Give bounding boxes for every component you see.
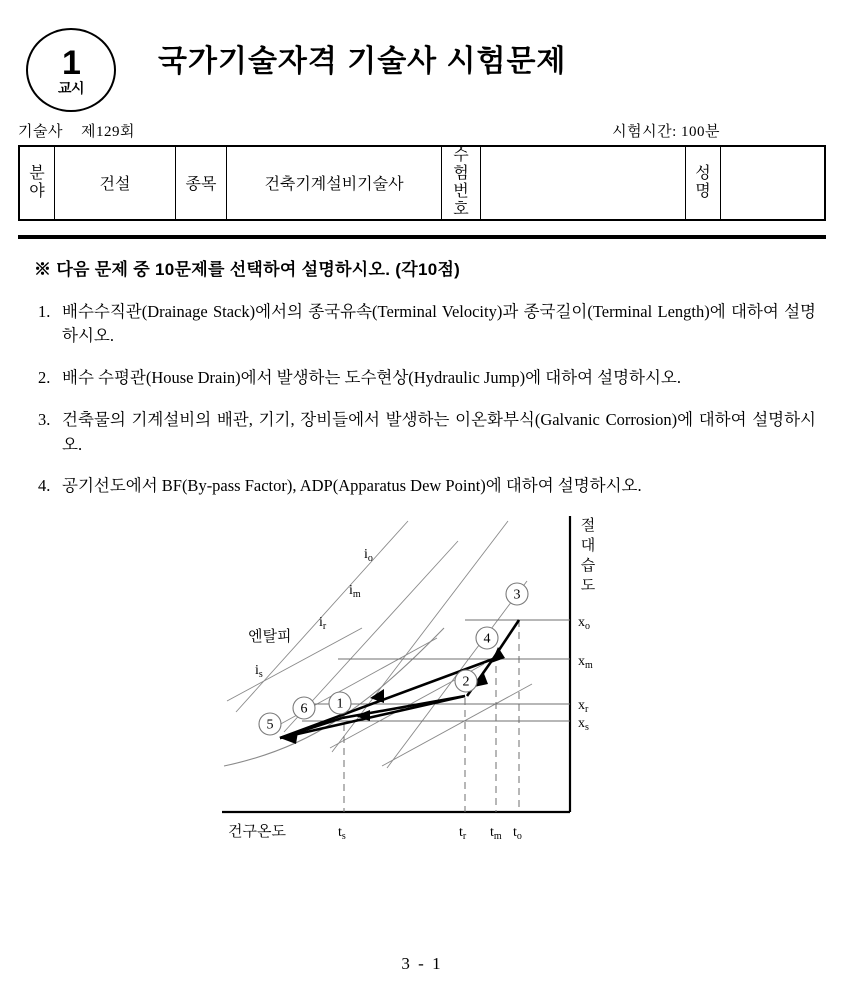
state-point-label: 6 [300,701,308,717]
temperature-axis-title: 건구온도 [228,823,286,841]
humidity-tick-r: $x_r$ [578,698,589,716]
state-point-label: 1 [336,696,344,712]
state-point-2 [455,670,477,692]
instruction-text: ※ 다음 문제 중 10문제를 선택하여 설명하시오. (각10점) [34,259,461,279]
list-item [38,474,816,499]
question-text: 공기선도에서 BF(By-pass Factor), ADP(Apparatus Dew Point)에 대하여 설명하시오. [62,476,642,496]
svg-text:대: 대 [580,537,596,555]
section-divider [18,235,826,239]
subject-value-cell: 건축기계설비기술사 [227,146,442,220]
question-list [38,300,816,500]
exam-qualification-round [18,120,135,141]
humidity-axis-title [581,516,596,594]
state-point-label: 3 [513,587,521,603]
qualification-label: 기술사 [18,124,63,140]
humidity-tick-o: $x_o$ [578,615,590,633]
humidity-tick-s: $x_s$ [578,716,589,734]
question-number: 1. [38,301,51,321]
svg-text:절: 절 [580,517,596,535]
state-point-5 [259,713,281,735]
question-number: 2. [38,368,51,388]
name-label-cell [686,146,721,220]
page-footer: 3 - 1 [401,954,443,973]
temperature-dashed-lines [344,620,519,812]
question-number: 3. [38,409,51,429]
question-text: 배수 수평관(House Drain)에서 발생하는 도수현상(Hydraulic Jump)에 대하여 설명하시오. [62,368,681,388]
humidity-tick-m: $x_m$ [578,654,593,672]
round-label: 제129회 [80,124,135,140]
field-value-cell: 건설 [55,146,176,220]
state-point-4 [476,627,498,649]
state-point-label: 4 [483,631,491,647]
state-point-label: 2 [462,674,470,690]
psychrometric-chart [18,516,826,846]
svg-text:도: 도 [580,577,596,595]
page-header [18,0,826,118]
name-field[interactable] [721,146,826,220]
state-point-6 [293,697,315,719]
list-item [38,366,816,391]
subject-label-cell: 종목 [176,146,227,220]
enthalpy-tick-o: $i_o$ [364,547,373,565]
page-title: 국가기술자격 기술사 시험문제 [158,45,567,78]
state-point-1 [329,692,351,714]
name-label: 성명 [695,164,711,200]
period-label: 교시 [57,79,85,96]
temperature-tick-o: $t_o$ [513,825,522,843]
period-badge [26,28,116,112]
psychrometric-chart-svg [222,516,622,846]
period-number: 1 [62,43,80,82]
field-label: 분야 [29,164,45,200]
list-item [38,300,816,350]
exam-meta-line [18,120,826,142]
svg-text:습: 습 [580,557,596,575]
enthalpy-axis-title: 엔탈피 [248,628,292,646]
temperature-tick-m: $t_m$ [490,825,502,843]
enthalpy-tick-s: $i_s$ [255,663,263,681]
exam-time: 시험시간: 100분 [612,124,720,140]
exam-number-field[interactable] [481,146,686,220]
candidate-info-table [18,145,826,221]
arrow-head [491,647,505,663]
exam-number-label-cell [442,146,481,220]
table-row [19,146,825,220]
list-item [38,408,816,458]
enthalpy-tick-r: $i_r$ [319,615,327,633]
temperature-tick-s: $t_s$ [338,825,346,843]
state-point-3 [506,583,528,605]
question-number: 4. [38,476,51,496]
exam-number-label: 수험번호 [453,147,469,218]
question-text: 건축물의 기계설비의 배관, 기기, 장비들에서 발생하는 이온화부식(Galvanic Corrosion)에 대하여 설명하시오. [62,409,816,454]
question-text: 배수수직관(Drainage Stack)에서의 종국유속(Terminal Velocity)과 종국길이(Terminal Length)에 대하여 설명하시오. [62,301,816,346]
temperature-tick-r: $t_r$ [459,825,467,843]
state-point-label: 5 [266,717,274,733]
field-label-cell [19,146,55,220]
enthalpy-tick-m: $i_m$ [349,583,361,601]
